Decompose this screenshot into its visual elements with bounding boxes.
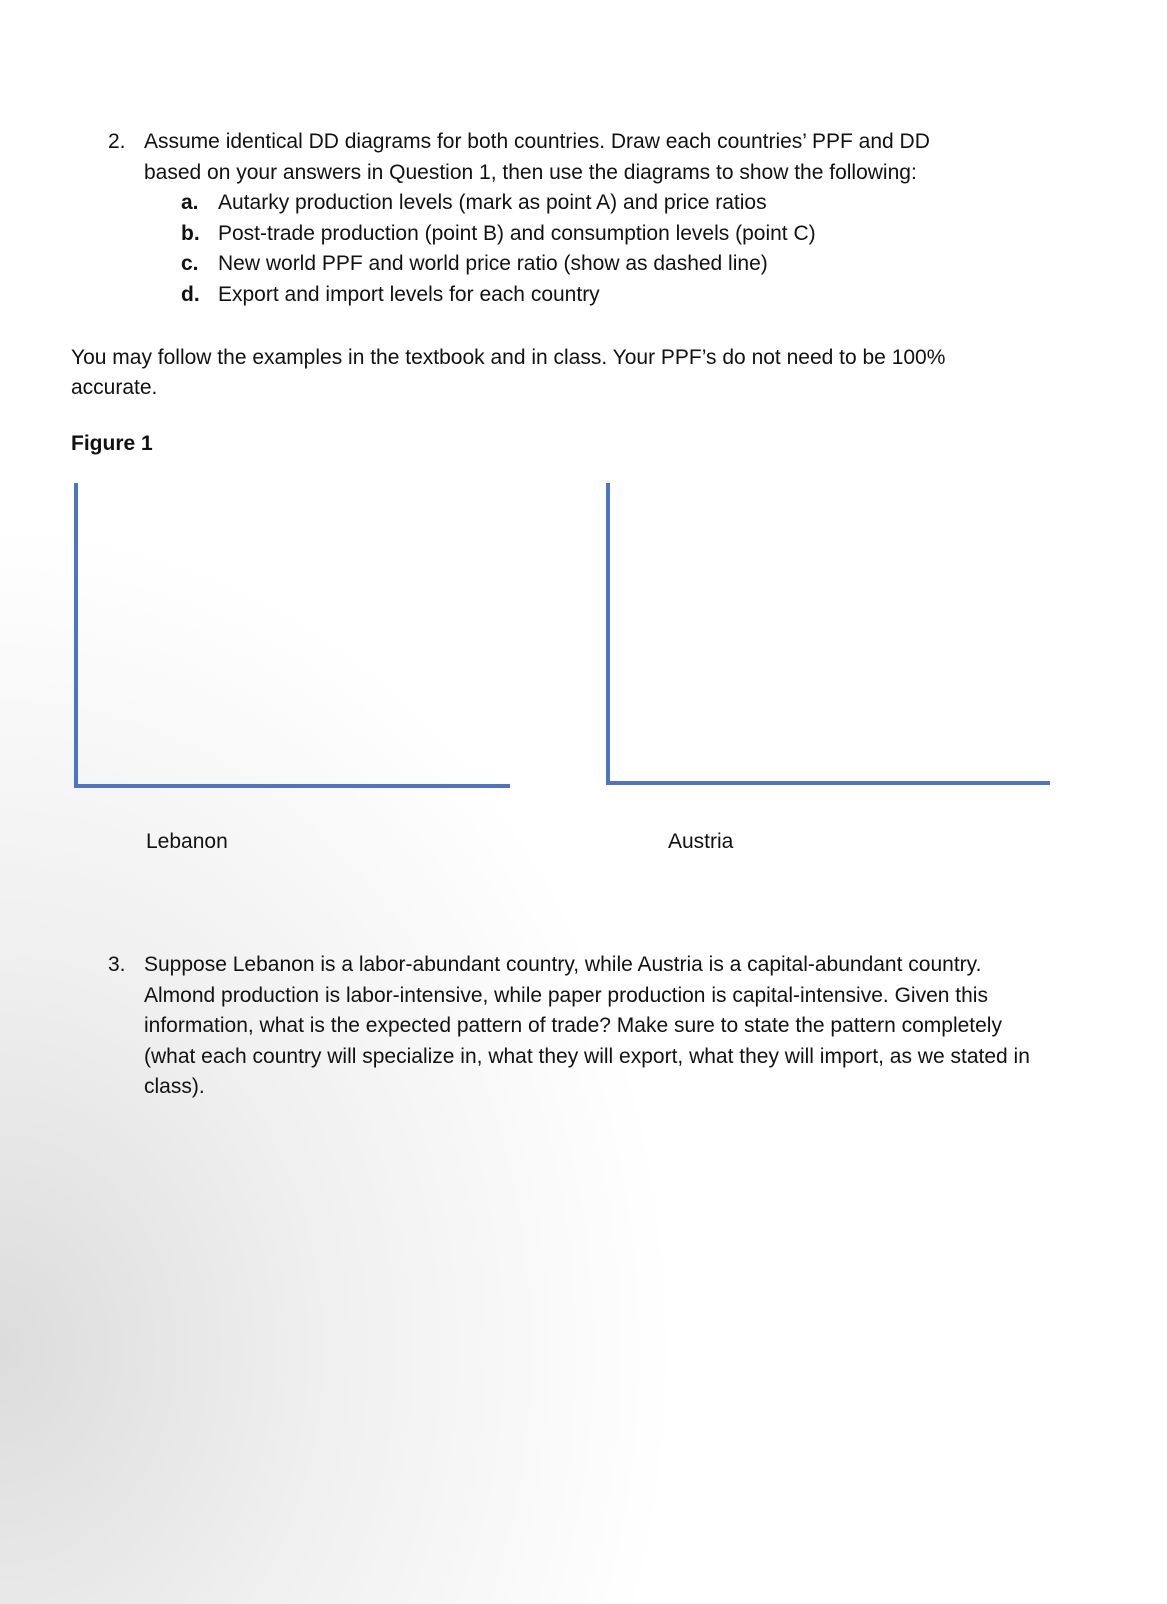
austria-y-axis bbox=[606, 483, 610, 785]
question-3 bbox=[108, 950, 1043, 1103]
question-3-number: 3. bbox=[108, 953, 126, 976]
subitem-c-text: New world PPF and world price ratio (show as dashed line) bbox=[218, 252, 768, 275]
subitem-d bbox=[181, 280, 988, 311]
subitem-d-text: Export and import levels for each country bbox=[218, 282, 600, 306]
subitem-a bbox=[181, 188, 988, 219]
subitem-d-letter: d. bbox=[181, 282, 200, 306]
question-2 bbox=[108, 127, 988, 310]
subitem-b-text: Post-trade production (point B) and consumption levels (point C) bbox=[218, 221, 816, 245]
subitem-a-text: Autarky production levels (mark as point A) and price ratios bbox=[218, 191, 767, 214]
austria-label: Austria bbox=[668, 830, 734, 853]
instructions-paragraph: You may follow the examples in the textbook and in class. Your PPF’s do not need to be 100% accurate. bbox=[71, 346, 946, 399]
lebanon-y-axis bbox=[74, 483, 78, 788]
lebanon-label: Lebanon bbox=[146, 830, 228, 853]
question-2-text: Assume identical DD diagrams for both countries. Draw each countries’ PPF and DD based on your answers in Question 1, then use the diagrams to show the following: bbox=[144, 130, 930, 184]
question-2-number: 2. bbox=[108, 130, 126, 153]
lebanon-x-axis bbox=[74, 784, 510, 788]
question-3-text: Suppose Lebanon is a labor-abundant country, while Austria is a capital-abundant country. Almond production is labor-intensive, while paper production is capital-intensive. Given this information, what is the expected pattern of trade? Make sure to state the pattern completely (what each country will specialize in, what they will export, what they will import, as we stated in class). bbox=[144, 953, 1030, 1098]
subitem-a-letter: a. bbox=[181, 191, 199, 214]
subitem-b-letter: b. bbox=[181, 221, 200, 245]
subitem-c bbox=[181, 249, 988, 280]
question-2-subitems bbox=[181, 188, 988, 310]
subitem-b bbox=[181, 219, 988, 250]
subitem-c-letter: c. bbox=[181, 252, 199, 275]
austria-x-axis bbox=[606, 781, 1050, 785]
figure-label: Figure 1 bbox=[71, 432, 153, 455]
